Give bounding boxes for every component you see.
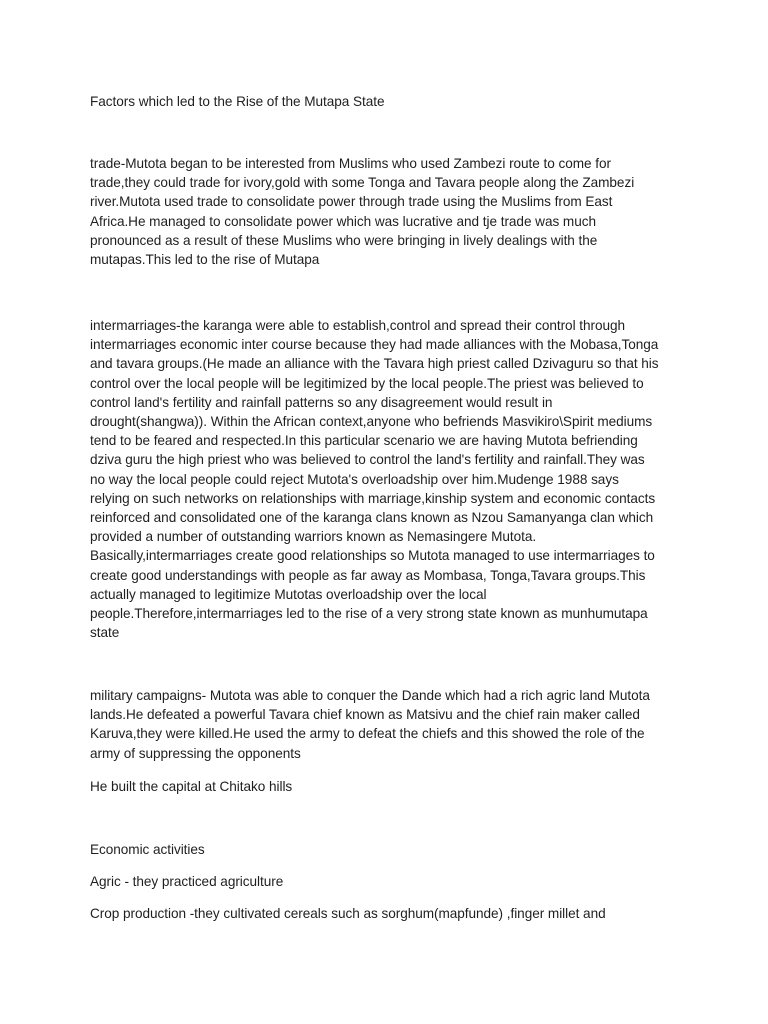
paragraph-line: Crop production -they cultivated cereals such as sorghum(mapfunde) ,finger millet and xyxy=(90,906,606,921)
paragraph-line: Agric - they practiced agriculture xyxy=(90,874,284,889)
economic-heading xyxy=(90,840,690,859)
paragraph-line: control land's fertility and rainfall patterns so any disagreement would result in xyxy=(90,394,553,410)
paragraph-line: Africa.He managed to consolidate power which was lucrative and tje trade was much xyxy=(90,213,596,229)
title-line: Factors which led to the Rise of the Mutapa State xyxy=(90,94,385,109)
crop-production-paragraph xyxy=(90,904,690,923)
paragraph-line: intermarriages-the karanga were able to establish,control and spread their control through xyxy=(90,318,626,333)
paragraph-line: relying on such networks on relationships with marriage,kinship system and economic contacts xyxy=(90,490,656,506)
paragraph-line: people.Therefore,intermarriages led to the rise of a very strong state known as munhumutapa xyxy=(90,606,648,622)
paragraph-line: Karuva,they were killed.He used the army to defeat the chiefs and this showed the role of the xyxy=(90,726,645,742)
paragraph-line: trade,they could trade for ivory,gold with some Tonga and Tavara people along the Zambezi xyxy=(90,175,635,191)
paragraph-line: reinforced and consolidated one of the karanga clans known as Nzou Samanyanga clan which xyxy=(90,510,654,526)
paragraph-line: mutapas.This led to the rise of Mutapa xyxy=(90,252,320,268)
paragraph-line: actually managed to legitimize Mutotas overloadship over the local xyxy=(90,586,487,602)
paragraph-line: no way the local people could reject Mutota's overloadship over him.Mudenge 1988 says xyxy=(90,471,619,487)
intermarriages-paragraph xyxy=(90,316,690,642)
paragraph-line: state xyxy=(90,625,120,641)
paragraph-line: provided a number of outstanding warriors known as Nemasingere Mutota. xyxy=(90,529,537,545)
paragraph-line: control over the local people will be legitimized by the local people.The priest was believed to xyxy=(90,375,644,391)
paragraph-line: tend to be feared and respected.In this particular scenario we are having Mutota befriending xyxy=(90,433,638,449)
capital-paragraph xyxy=(90,777,690,796)
paragraph-line: He built the capital at Chitako hills xyxy=(90,779,293,794)
paragraph-line: dziva guru the high priest who was believed to control the land's fertility and rainfall.They was xyxy=(90,452,645,468)
heading-line: Economic activities xyxy=(90,842,205,857)
agric-paragraph xyxy=(90,872,690,891)
paragraph-line: and tavara groups.(He made an alliance with the Tavara high priest called Dzivaguru so that his xyxy=(90,356,659,372)
document-title xyxy=(90,92,690,111)
military-paragraph xyxy=(90,686,690,763)
paragraph-line: military campaigns- Mutota was able to conquer the Dande which had a rich agric land Mutota xyxy=(90,688,650,703)
paragraph-line: create good understandings with people as far away as Mombasa, Tonga,Tavara groups.This xyxy=(90,567,646,583)
paragraph-line: river.Mutota used trade to consolidate power through trade using the Muslims from East xyxy=(90,194,613,210)
paragraph-line: army of suppressing the opponents xyxy=(90,745,301,761)
paragraph-line: lands.He defeated a powerful Tavara chief known as Matsivu and the chief rain maker called xyxy=(90,707,640,723)
paragraph-line: intermarriages economic inter course because they had made alliances with the Mobasa,Tonga xyxy=(90,337,659,353)
trade-paragraph xyxy=(90,154,690,269)
paragraph-line: drought(shangwa)). Within the African context,anyone who befriends Masvikiro\Spirit mediums xyxy=(90,414,653,430)
paragraph-line: pronounced as a result of these Muslims who were bringing in lively dealings with the xyxy=(90,232,598,248)
paragraph-line: Basically,intermarriages create good relationships so Mutota managed to use intermarriages to xyxy=(90,548,655,564)
paragraph-line: trade-Mutota began to be interested from Muslims who used Zambezi route to come for xyxy=(90,156,611,171)
